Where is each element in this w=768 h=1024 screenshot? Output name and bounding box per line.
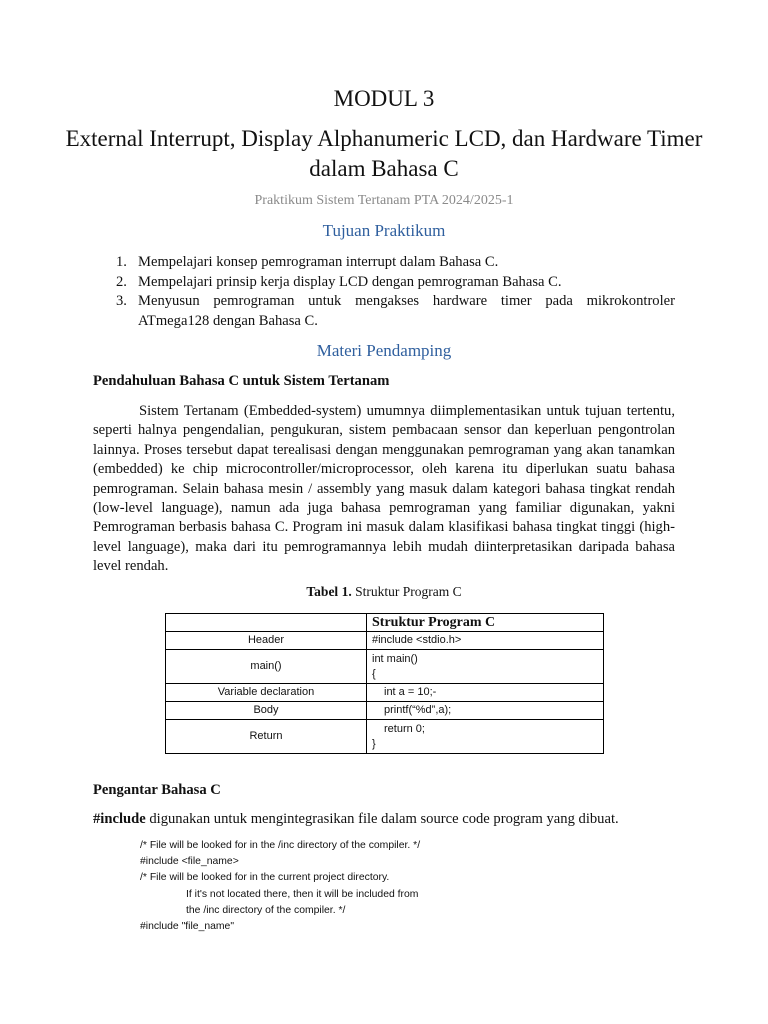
objectives-list [92,253,675,331]
intro-paragraph: Sistem Tertanam (Embedded-system) umumnya diimplementasikan untuk tujuan tertentu, seperti halnya pengendalian, pengukuran, sistem pembacaan sensor dan keperluan pengontrolan lainnya. Proses tersebut dapat terealisasi dengan menggunakan pemrograman yang akan tanamkan (embedded) ke chip microcontroller/microprocessor, oleh karena itu diperlukan suatu bahasa pemrograman. Selain bahasa mesin / assembly yang masuk dalam kategori bahasa tingkat rendah (low-level language), namun ada juga bahasa pemrograman yang familiar digunakan, yakni Pemrograman berbasis bahasa C. Program ini masuk dalam klasifikasi bahasa tingkat tinggi (high-level language), maka dari itu pemrogramannya lebih mudah diinterpretasikan daripada bahasa level rendah. [93,403,675,575]
table-column-header: Struktur Program C [367,614,604,632]
caption-label: Tabel 1. [306,584,352,599]
subsection-heading-pendahuluan: Pendahuluan Bahasa C untuk Sistem Tertanam [93,373,390,389]
table-cell [367,720,604,754]
list-item [92,292,675,331]
table-row-label: Return [166,720,367,754]
table-cell [367,650,604,684]
list-number: 2. [116,273,127,290]
module-title: External Interrupt, Display Alphanumeric LCD, dan Hardware Timer dalam Bahasa C [65,126,703,181]
table-header-row [166,614,604,632]
code-line: the /inc directory of the compiler. */ [186,904,346,916]
section-heading-materi: Materi Pendamping [316,341,452,360]
subsection-heading-pengantar: Pengantar Bahasa C [93,782,221,798]
list-text: Mempelajari konsep pemrograman interrupt dalam Bahasa C. [138,254,499,270]
table-cell [367,632,604,650]
list-number: 1. [116,254,127,270]
code-line: #include "file_name" [140,921,235,933]
code-line: /* File will be looked for in the /inc directory of the compiler. */ [140,840,421,851]
code-example [140,838,420,935]
code-line: #include <stdio.h> [372,634,462,646]
section-heading-tujuan: Tujuan Praktikum [322,221,446,240]
table-row-label: main() [166,650,367,684]
code-line: #include <file_name> [140,856,239,868]
code-line: printf(“%d”,a); [384,704,452,716]
code-line: int main() [372,652,418,665]
course-subtitle: Praktikum Sistem Tertanam PTA 2024/2025-1 [254,193,514,208]
table-row-label: Variable declaration [166,684,367,702]
list-item [92,253,675,273]
code-line: /* File will be looked for in the current project directory. [140,872,390,884]
code-line: int a = 10;- [384,686,437,698]
table-caption [0,584,768,600]
table-cell [166,614,367,632]
module-number: MODUL 3 [333,86,435,111]
list-number: 3. [116,293,127,309]
table-row [166,650,604,684]
table-row [166,720,604,754]
code-line: { [372,667,376,680]
code-line: } [372,737,376,750]
table-row-label: Body [166,702,367,720]
include-description [93,811,619,828]
list-item [92,273,675,293]
table-row [166,702,604,720]
list-text: Mempelajari prinsip kerja display LCD dengan pemrograman Bahasa C. [138,273,562,290]
include-text: digunakan untuk mengintegrasikan file dalam source code program yang dibuat. [145,811,619,827]
table-cell [367,684,604,702]
program-structure-table [165,613,604,754]
include-keyword: #include [93,811,146,827]
table-row-label: Header [166,632,367,650]
table-row [166,684,604,702]
code-line: return 0; [384,722,425,735]
table-row [166,632,604,650]
list-text: Menyusun pemrograman untuk mengakses hardware timer pada mikrokontroler ATmega128 dengan Bahasa C. [138,293,675,329]
table-cell [367,702,604,720]
caption-text: Struktur Program C [351,584,462,599]
code-line: If it's not located there, then it will be included from [186,888,419,900]
